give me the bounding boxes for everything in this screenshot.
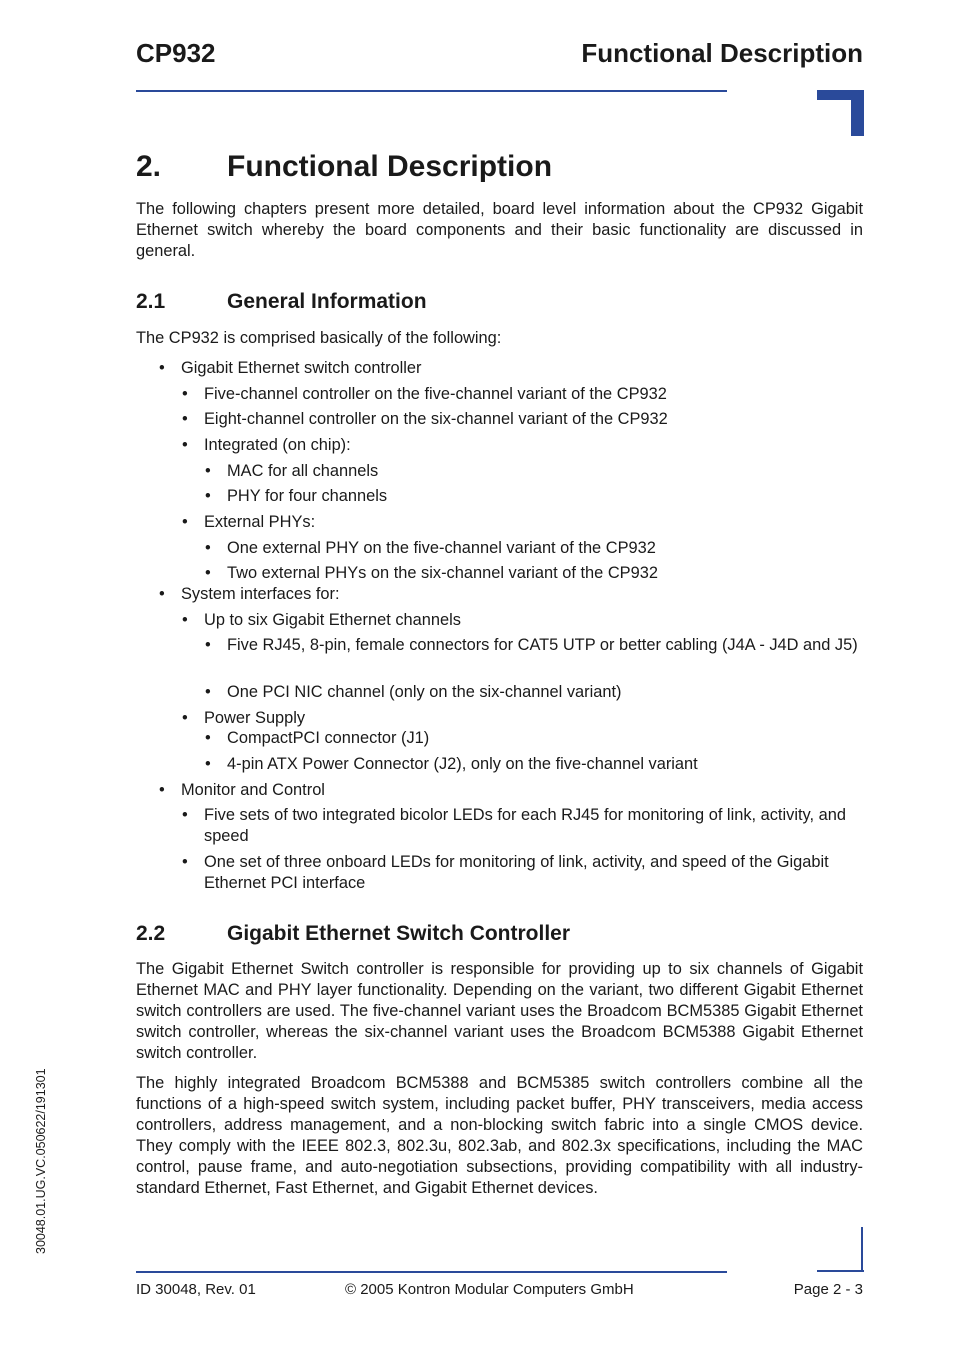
footer-page-number: Page 2 - 3 xyxy=(793,1281,863,1298)
footer-doc-id: ID 30048, Rev. 01 xyxy=(136,1281,256,1298)
corner-mark-top-vertical xyxy=(851,90,864,136)
section-2-2-paragraph-1: The Gigabit Ethernet Switch controller is responsible for providing up to six channels of Gigabit Ethernet MAC and PHY layer functionality. Depending on the variant, two different Gigabit Ethernet switch controllers are used. The five-channel variant uses the Broadcom BCM5385 Gigabit Ethernet switch controller, whereas the six-channel variant uses the Broadcom BCM5388 Gigabit Ethernet switch controller. xyxy=(136,960,863,1062)
section-2-2-paragraph-2: The highly integrated Broadcom BCM5388 and BCM5385 switch controllers combine all the functions of a high-speed switch system, including packet buffer, PHY transceivers, media access controllers, address management, and a non-blocking switch fabric into a single CMOS device. They comply with the IEEE 802.3, 802.3u, 802.3ab, and 802.3x specifications, including the MAC control, pause frame, and auto-negotiation subsections, providing compatibility with all industry-standard Ethernet, Fast Ethernet, and Gigabit Ethernet devices. xyxy=(136,1074,863,1197)
list-item: • Integrated (on chip): xyxy=(182,436,351,454)
list-item: • Power Supply xyxy=(182,709,306,727)
header-product: CP932 xyxy=(136,38,216,68)
side-doc-code: 30048.01.UG.VC.050622/191301 xyxy=(34,1068,48,1254)
footer-copyright: © 2005 Kontron Modular Computers GmbH xyxy=(345,1281,634,1298)
list-item: • 4-pin ATX Power Connector (J2), only on the five-channel variant xyxy=(205,755,698,773)
list-item: • Eight-channel controller on the six-channel variant of the CP932 xyxy=(182,410,668,428)
list-item: • Five RJ45, 8-pin, female connectors for CAT5 UTP or better cabling (J4A - J4D and J5) xyxy=(205,636,858,654)
list-item: • Gigabit Ethernet switch controller xyxy=(159,359,422,377)
corner-mark-bottom-horizontal xyxy=(817,1270,864,1272)
header-rule xyxy=(136,90,727,92)
section-title-text: Gigabit Ethernet Switch Controller xyxy=(227,922,571,945)
list-item: • External PHYs: xyxy=(182,513,316,531)
list-item: • Five-channel controller on the five-channel variant of the CP932 xyxy=(182,385,667,403)
list-item: • System interfaces for: xyxy=(159,585,340,603)
section-2-1-title xyxy=(136,290,427,314)
list-item: • Monitor and Control xyxy=(159,781,325,799)
section-title-text: General Information xyxy=(227,290,427,313)
chapter-title xyxy=(136,150,552,184)
list-item: • One set of three onboard LEDs for monitoring of link, activity, and speed of the Gigabit Ethernet PCI interface xyxy=(182,853,829,892)
chapter-title-text: Functional Description xyxy=(227,150,553,183)
list-item: • One PCI NIC channel (only on the six-channel variant) xyxy=(205,683,622,701)
list-item: • Five sets of two integrated bicolor LEDs for each RJ45 for monitoring of link, activity, and speed xyxy=(182,806,846,845)
list-item: • Two external PHYs on the six-channel variant of the CP932 xyxy=(205,564,658,582)
list-item: • Up to six Gigabit Ethernet channels xyxy=(182,611,461,629)
chapter-number: 2. xyxy=(136,150,162,183)
header-chapter: Functional Description xyxy=(581,38,863,68)
intro-paragraph: The following chapters present more detailed, board level information about the CP932 Gigabit Ethernet switch whereby the board components and their basic functionality are discussed in general. xyxy=(136,200,863,260)
list-item: • MAC for all channels xyxy=(205,462,379,480)
section-2-2-title xyxy=(136,922,570,946)
list-item: • CompactPCI connector (J1) xyxy=(205,729,430,747)
list-item: • PHY for four channels xyxy=(205,487,388,505)
section-2-1-lead: The CP932 is comprised basically of the following: xyxy=(136,329,502,347)
corner-mark-bottom xyxy=(861,1227,863,1272)
section-number: 2.1 xyxy=(136,290,166,313)
section-number: 2.2 xyxy=(136,922,166,945)
footer-rule xyxy=(136,1271,727,1273)
list-item: • One external PHY on the five-channel variant of the CP932 xyxy=(205,539,656,557)
